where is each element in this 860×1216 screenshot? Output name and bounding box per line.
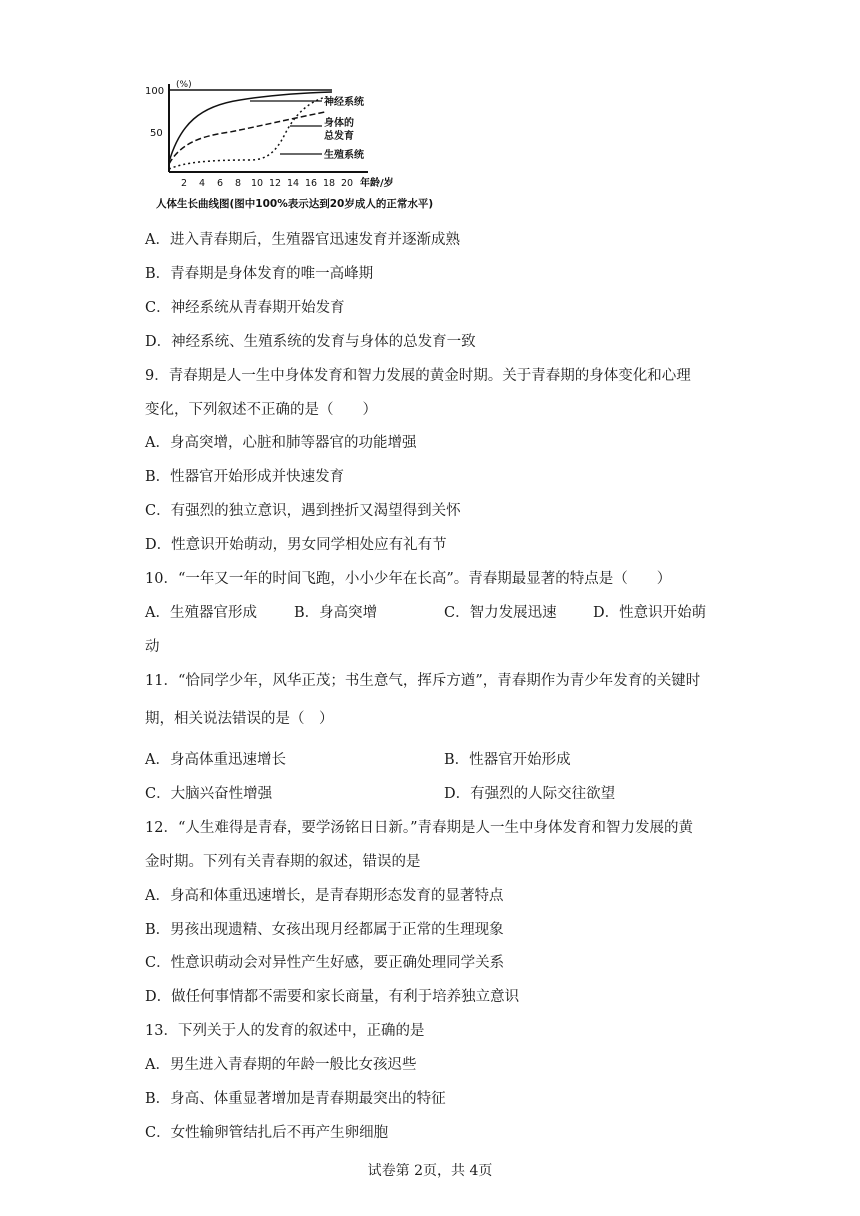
x-tick: 16 (304, 178, 318, 189)
y-tick-100: 100 (145, 86, 165, 97)
q11-stem-line-2: 期，相关说法错误的是（ ） (145, 711, 334, 727)
x-tick: 8 (234, 178, 242, 189)
q9-option-b: B．性器官开始形成并快速发育 (145, 469, 345, 485)
reproductive-system-curve (169, 96, 330, 169)
x-axis-label: 年龄/岁 (360, 178, 394, 189)
q11-option-b: B．性器官开始形成 (444, 752, 571, 768)
x-tick: 18 (322, 178, 336, 189)
reproductive-label: 生殖系统 (324, 150, 364, 161)
q9-option-a: A．身高突增，心脏和肺等器官的功能增强 (145, 435, 417, 451)
q12-stem-line-2: 金时期。下列有关青春期的叙述，错误的是 (145, 854, 421, 870)
q11-option-c: C．大脑兴奋性增强 (145, 786, 273, 802)
q13-option-a: A．男生进入青春期的年龄一般比女孩迟些 (145, 1057, 417, 1073)
q10-option-c: C．智力发展迅速 (444, 605, 557, 621)
q10-stem: 10．“一年又一年的时间飞跑，小小少年在长高”。青春期最显著的特点是（ ） (145, 571, 672, 587)
q13-stem: 13．下列关于人的发育的叙述中，正确的是 (145, 1023, 425, 1039)
x-tick: 12 (268, 178, 282, 189)
q11-stem-line-1: 11．“恰同学少年，风华正茂；书生意气，挥斥方遒”，青春期作为青少年发育的关键时 (145, 673, 701, 689)
q8-option-c: C．神经系统从青春期开始发育 (145, 300, 345, 316)
q9-stem-line-1: 9．青春期是人一生中身体发育和智力发展的黄金时期。关于青春期的身体变化和心理 (145, 368, 691, 384)
q12-option-a: A．身高和体重迅速增长，是青春期形态发育的显著特点 (145, 888, 504, 904)
x-tick: 10 (250, 178, 264, 189)
y-tick-50: 50 (150, 128, 163, 139)
figure-caption: 人体生长曲线图(图中100%表示达到20岁成人的正常水平) (156, 198, 434, 210)
x-tick: 4 (198, 178, 206, 189)
q8-option-d: D．神经系统、生殖系统的发育与身体的总发育一致 (145, 334, 476, 350)
q9-option-c: C．有强烈的独立意识，遇到挫折又渴望得到关怀 (145, 503, 461, 519)
q12-option-c: C．性意识萌动会对异性产生好感，要正确处理同学关系 (145, 955, 505, 971)
growth-curve-figure (140, 74, 470, 214)
q8-option-a: A．进入青春期后，生殖器官迅速发育并逐渐成熟 (145, 232, 460, 248)
q9-stem-line-2: 变化，下列叙述不正确的是（ ） (145, 402, 377, 418)
q11-option-d: D．有强烈的人际交往欲望 (444, 786, 616, 802)
body-label-2: 总发育 (324, 131, 354, 142)
q11-option-a: A．身高体重迅速增长 (145, 752, 286, 768)
nervous-system-curve (169, 92, 332, 162)
page-footer: 试卷第 2页，共 4页 (367, 1163, 493, 1179)
q12-stem-line-1: 12．“人生难得是青春，要学汤铭日日新。”青春期是人一生中身体发育和智力发展的黄 (145, 820, 694, 836)
x-tick: 2 (180, 178, 188, 189)
q13-option-c: C．女性输卵管结扎后不再产生卵细胞 (145, 1125, 389, 1141)
q12-option-b: B．男孩出现遗精、女孩出现月经都属于正常的生理现象 (145, 922, 504, 938)
q13-option-b: B．身高、体重显著增加是青春期最突出的特征 (145, 1091, 446, 1107)
q8-option-b: B．青春期是身体发育的唯一高峰期 (145, 266, 374, 282)
x-tick: 14 (286, 178, 300, 189)
x-tick: 20 (340, 178, 354, 189)
q10-option-a: A．生殖器官形成 (145, 605, 257, 621)
x-tick: 6 (216, 178, 224, 189)
nervous-label: 神经系统 (324, 97, 364, 108)
q10-option-d: D．性意识开始萌 (593, 605, 707, 621)
y-unit-label: (%) (176, 80, 192, 90)
body-label-1: 身体的 (324, 118, 354, 129)
q10-option-d-continued: 动 (145, 639, 160, 655)
q9-option-d: D．性意识开始萌动，男女同学相处应有礼有节 (145, 537, 447, 553)
q12-option-d: D．做任何事情都不需要和家长商量，有利于培养独立意识 (145, 989, 520, 1005)
q10-option-b: B．身高突增 (294, 605, 378, 621)
